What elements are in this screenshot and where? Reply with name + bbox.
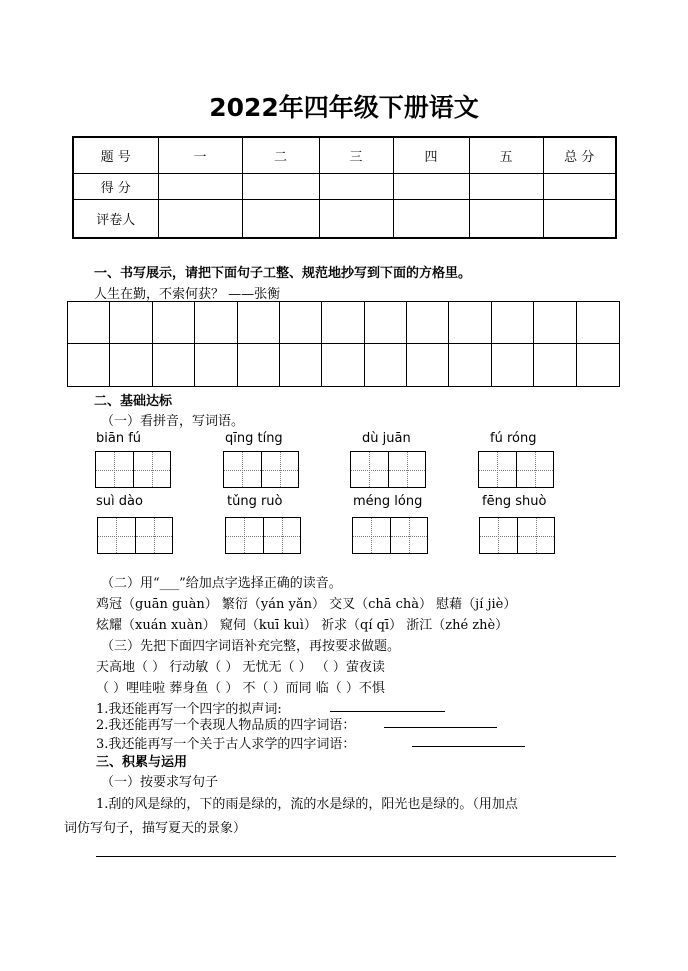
part1-heading: （一）看拼音，写词语。 xyxy=(101,414,245,429)
score-row-label: 得 分 xyxy=(73,173,158,199)
section3-part1-heading: （一）按要求写句子 xyxy=(101,775,219,790)
tianzige-box[interactable] xyxy=(478,451,554,488)
question-1: 1.我还能再写一个四字的拟声词: xyxy=(96,702,282,717)
score-header-cell: 题 号 xyxy=(73,137,158,173)
tianzige-box[interactable] xyxy=(479,517,555,554)
section1-heading: 一、书写展示，请把下面句子工整、规范地抄写到下面的方格里。 xyxy=(94,266,472,281)
pinyin-label: biān fú xyxy=(96,431,142,446)
section2-heading: 二、基础达标 xyxy=(94,394,173,409)
part3-heading: （三）先把下面四字词语补充完整，再按要求做题。 xyxy=(101,639,401,654)
question-text: 词仿写句子，描写夏天的景象） xyxy=(64,821,247,836)
pinyin-label: suì dào xyxy=(96,494,143,509)
tianzige-box[interactable] xyxy=(97,517,173,554)
answer-line[interactable] xyxy=(96,856,616,857)
idiom-line: （ ）哩哇啦 葬身鱼（ ） 不（ ）而同 临（ ）不惧 xyxy=(96,681,385,696)
score-header-cell: 一 xyxy=(158,137,242,173)
score-cell[interactable] xyxy=(158,173,242,199)
score-header-cell: 三 xyxy=(319,137,393,173)
pinyin-label: fú róng xyxy=(490,431,537,446)
score-cell[interactable] xyxy=(393,173,469,199)
score-row-label: 评卷人 xyxy=(73,199,158,238)
score-cell[interactable] xyxy=(242,199,319,238)
question-3: 3.我还能再写一个关于古人求学的四字词语： xyxy=(96,737,356,752)
score-header-cell: 总 分 xyxy=(543,137,616,173)
page-title: 2022年四年级下册语文 xyxy=(209,93,479,122)
tianzige-box[interactable] xyxy=(95,451,171,488)
score-cell[interactable] xyxy=(158,199,242,238)
tianzige-box[interactable] xyxy=(350,451,426,488)
pinyin-label: qīng tíng xyxy=(225,431,283,446)
score-cell[interactable] xyxy=(242,173,319,199)
copy-sentence: 人生在勤，不索何获？ ——张衡 xyxy=(94,287,281,302)
score-cell[interactable] xyxy=(469,173,543,199)
question-2: 2.我还能再写一个表现人物品质的四字词语： xyxy=(96,718,356,733)
reading-line: 炫耀（xuán xuàn） 窥伺（kuī kuì） 祈求（qí qī） 浙江（zhé zhè） xyxy=(96,618,509,633)
answer-line[interactable] xyxy=(412,746,525,747)
score-cell[interactable] xyxy=(319,173,393,199)
pinyin-label: fēng shuò xyxy=(482,494,547,509)
score-header-cell: 二 xyxy=(242,137,319,173)
pinyin-label: tǔng ruò xyxy=(227,494,283,509)
part2-heading: （二）用“___”给加点字选择正确的读音。 xyxy=(101,576,342,591)
writing-grid[interactable] xyxy=(67,301,620,387)
tianzige-box[interactable] xyxy=(225,517,301,554)
score-header-cell: 五 xyxy=(469,137,543,173)
pinyin-label: dù juān xyxy=(362,431,411,446)
score-cell[interactable] xyxy=(393,199,469,238)
score-table xyxy=(72,136,617,239)
score-cell[interactable] xyxy=(543,173,616,199)
section3-heading: 三、积累与运用 xyxy=(96,755,188,770)
tianzige-box[interactable] xyxy=(352,517,428,554)
answer-line[interactable] xyxy=(384,727,497,728)
score-cell[interactable] xyxy=(469,199,543,238)
score-cell[interactable] xyxy=(319,199,393,238)
pinyin-label: méng lóng xyxy=(353,494,423,509)
tianzige-box[interactable] xyxy=(223,451,299,488)
score-cell[interactable] xyxy=(543,199,616,238)
idiom-line: 天高地（ ） 行动敏（ ） 无忧无（ ） （ ）萤夜读 xyxy=(96,660,385,675)
reading-line: 鸡冠（guān guàn） 繁衍（yán yǎn） 交叉（chā chà） 慰藉（jí jiè） xyxy=(96,597,517,612)
answer-line[interactable] xyxy=(330,711,445,712)
score-header-cell: 四 xyxy=(393,137,469,173)
question-text: 1.刮的风是绿的，下的雨是绿的，流的水是绿的，阳光也是绿的。（用加点 xyxy=(96,797,518,812)
